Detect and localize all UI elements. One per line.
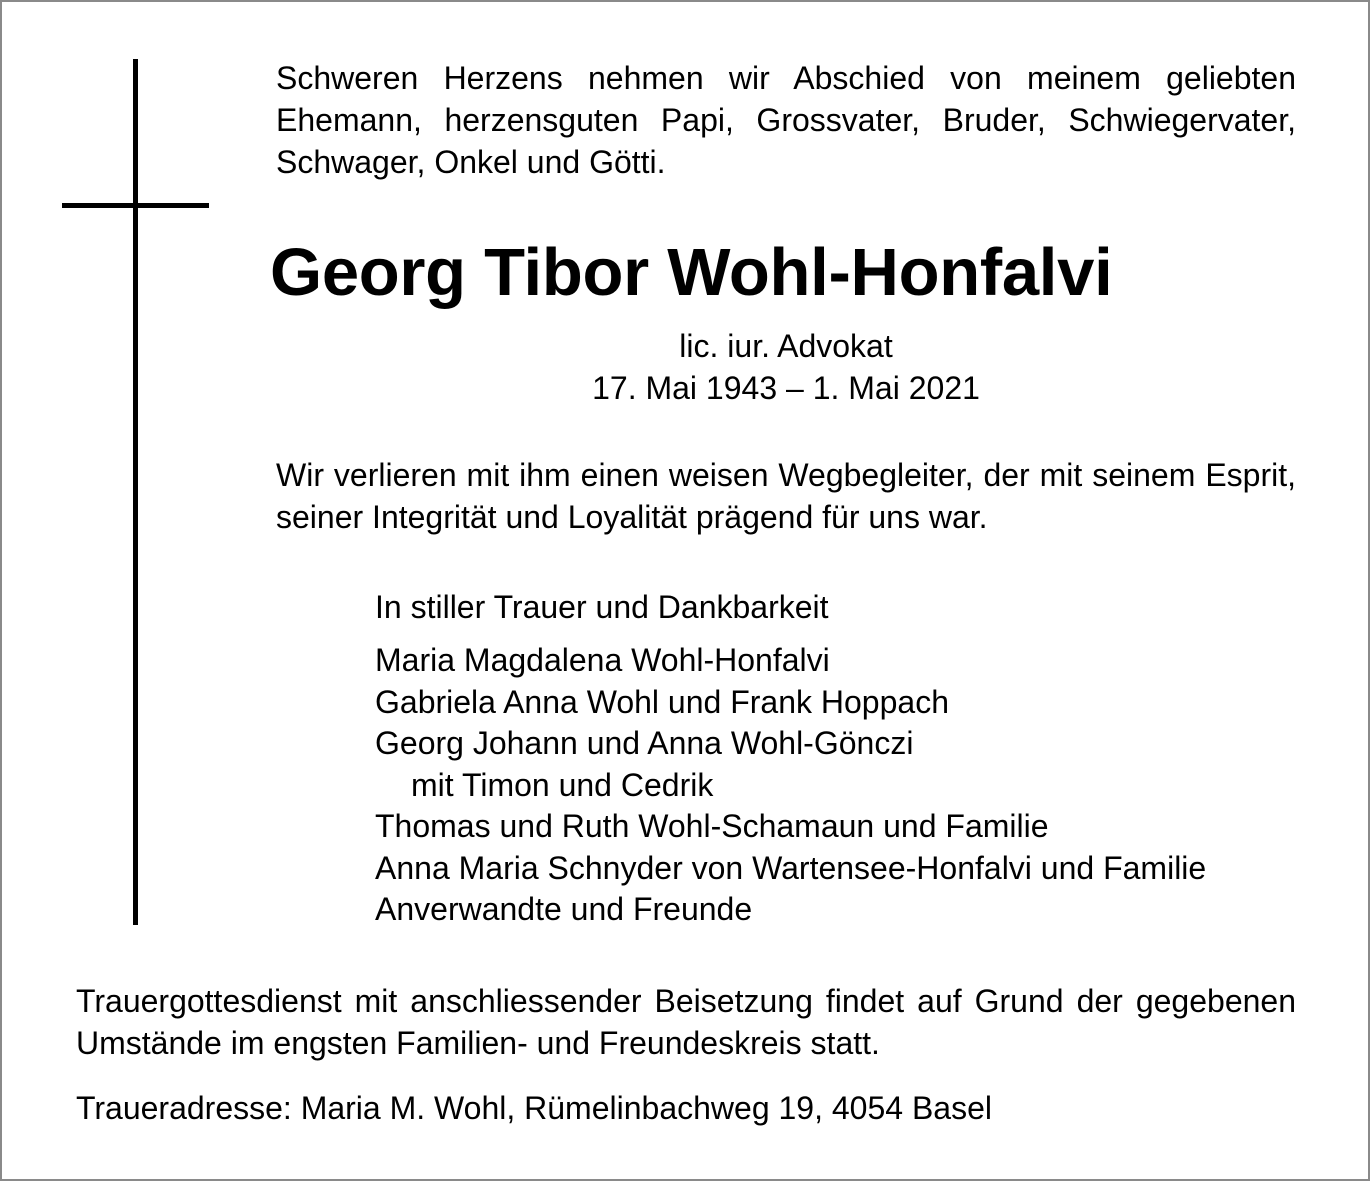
mourner-entry: Anverwandte und Freunde (375, 891, 753, 927)
mourner-entry: Maria Magdalena Wohl-Honfalvi (375, 642, 830, 678)
deceased-dates: 17. Mai 1943 – 1. Mai 2021 (592, 370, 980, 406)
cross-vertical-bar (133, 59, 138, 925)
mourner-entry: Thomas und Ruth Wohl-Schamaun und Familie (375, 808, 1049, 844)
mourners-list (375, 640, 1206, 931)
cross-horizontal-bar (62, 203, 209, 208)
mourning-address: Traueradresse: Maria M. Wohl, Rümelinbachweg 19, 4054 Basel (76, 1090, 992, 1126)
intro-text: Schweren Herzens nehmen wir Abschied von meinem geliebten Ehemann, herzensguten Papi, Grossvater, Bruder, Schwiegervater, Schwager, Onkel und Götti. (276, 60, 1296, 180)
deceased-details (276, 325, 1296, 409)
mourners-heading: In stiller Trauer und Dankbarkeit (375, 589, 829, 625)
tribute-text: Wir verlieren mit ihm einen weisen Wegbegleiter, der mit seinem Esprit, seiner Integrität und Loyalität prägend für uns war. (276, 457, 1296, 535)
mourner-entry: mit Timon und Cedrik (411, 766, 714, 803)
mourner-entry: Anna Maria Schnyder von Wartensee-Honfalvi und Familie (375, 849, 1207, 886)
mourner-entry: Georg Johann und Anna Wohl-Gönczi (375, 725, 914, 761)
mourner-entry: Gabriela Anna Wohl und Frank Hoppach (375, 683, 949, 720)
service-text: Trauergottesdienst mit anschliessender Beisetzung findet auf Grund der gegebenen Umstände im engsten Familien- und Freundeskreis statt. (76, 983, 1296, 1061)
deceased-title: lic. iur. Advokat (679, 328, 893, 364)
deceased-name: Georg Tibor Wohl-Honfalvi (270, 235, 1113, 310)
